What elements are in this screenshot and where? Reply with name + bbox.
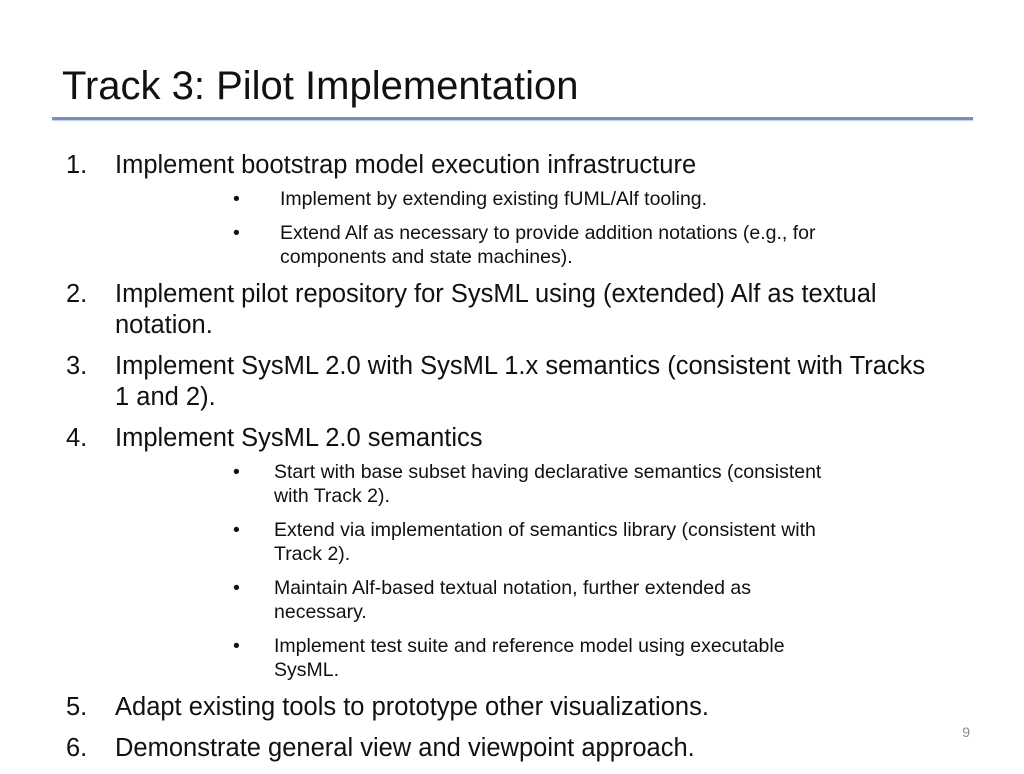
sub-item-text: Extend via implementation of semantics library (consistent with Track 2). [274,519,816,565]
sub-item [115,221,834,269]
item-number: 2. [66,280,88,308]
list-item-4 [0,423,944,682]
list-item-6 [0,733,944,764]
title-divider [52,117,973,120]
item-text: Demonstrate general view and viewpoint approach. [115,734,695,762]
item-text: Implement bootstrap model execution infrastructure [115,151,697,179]
page-number: 9 [962,724,970,740]
item-number: 3. [66,352,88,380]
item-text: Adapt existing tools to prototype other visualizations. [115,693,709,721]
item-text: Implement SysML 2.0 semantics [115,424,483,452]
sub-item [115,634,834,682]
bullet-icon: • [233,577,240,599]
sub-item [115,518,834,566]
item-text: Implement pilot repository for SysML using (extended) Alf as textual notation. [115,280,877,339]
bullet-icon: • [233,635,240,657]
list-item-3 [0,351,944,413]
sub-item-text: Implement test suite and reference model using executable SysML. [274,635,785,681]
sub-item [115,187,834,211]
list-item-1 [0,150,944,269]
bullet-icon: • [233,188,240,210]
sublist-4 [115,460,944,682]
sub-item [115,576,834,624]
sub-item-text: Implement by extending existing fUML/Alf tooling. [280,188,708,210]
item-number: 4. [66,424,88,452]
item-number: 6. [66,734,88,762]
sub-item-text: Extend Alf as necessary to provide addition notations (e.g., for components and state machines). [280,222,816,268]
bullet-icon: • [233,222,240,244]
bullet-icon: • [233,461,240,483]
slide-title: Track 3: Pilot Implementation [62,64,579,108]
list-item-5 [0,692,944,723]
sub-item [115,460,834,508]
item-text: Implement SysML 2.0 with SysML 1.x semantics (consistent with Tracks 1 and 2). [115,352,926,411]
sublist-1 [115,187,944,269]
item-number: 1. [66,151,88,179]
sub-item-text: Maintain Alf-based textual notation, further extended as necessary. [274,577,751,623]
list-item-2 [0,279,944,341]
bullet-icon: • [233,519,240,541]
item-number: 5. [66,693,88,721]
sub-item-text: Start with base subset having declarative semantics (consistent with Track 2). [274,461,822,507]
slide-body [0,150,1024,774]
